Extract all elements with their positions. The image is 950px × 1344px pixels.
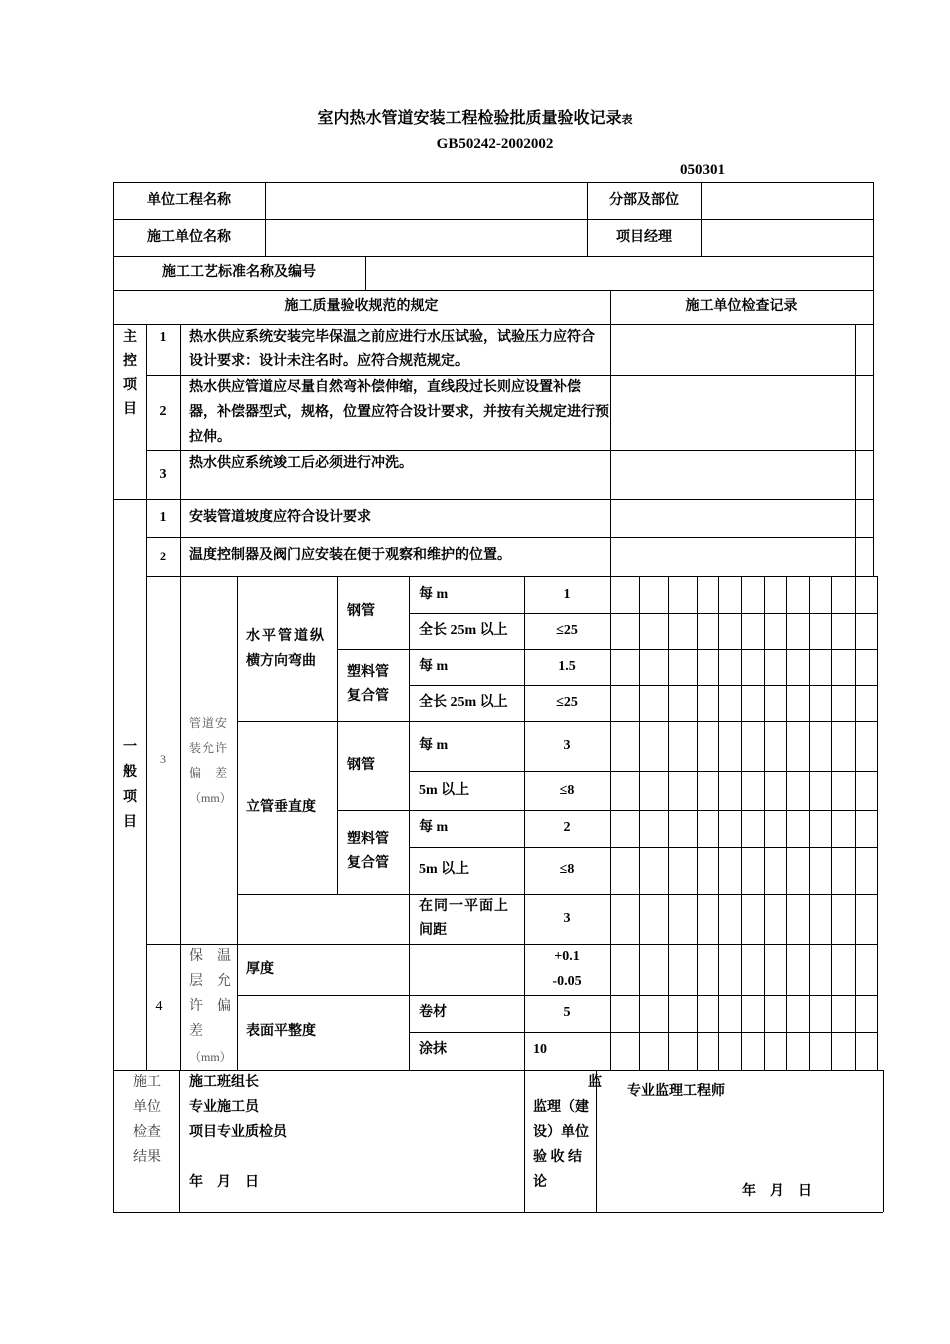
page-title bbox=[0, 107, 950, 132]
tolerance-value: ≤8 bbox=[559, 783, 575, 798]
tolerance-value: 2 bbox=[563, 820, 571, 835]
thickness-label: 厚度 bbox=[246, 962, 274, 977]
general-char: 目 bbox=[123, 815, 137, 830]
tolerance-value: 1.5 bbox=[558, 659, 576, 674]
condition-cell: 全长 25m 以上 bbox=[419, 695, 508, 710]
sub-division-field[interactable] bbox=[702, 183, 872, 218]
same-plane-cond: 在同一平面上 bbox=[419, 899, 509, 914]
unit-project-field[interactable] bbox=[266, 183, 586, 218]
general-item-no: 1 bbox=[159, 510, 167, 525]
tolerance-value: ≤25 bbox=[556, 695, 578, 710]
footer-left-line: 单位 bbox=[133, 1100, 161, 1115]
condition-cell: 5m 以上 bbox=[419, 783, 470, 798]
plastic-label: 复合管 bbox=[347, 689, 389, 704]
condition-cell: 每 m bbox=[419, 738, 449, 753]
project-manager-label: 项目经理 bbox=[616, 230, 672, 245]
general-item-no: 2 bbox=[160, 549, 166, 563]
condition-cell: 涂抹 bbox=[419, 1042, 447, 1057]
construction-unit-label: 施工单位名称 bbox=[147, 230, 231, 245]
unit-project-label: 单位工程名称 bbox=[147, 193, 231, 208]
supervising-engineer-label: 专业监理工程师 bbox=[627, 1084, 725, 1099]
tolerance-value: 10 bbox=[533, 1042, 547, 1057]
condition-cell: 卷材 bbox=[419, 1005, 447, 1020]
tolerance-value: 3 bbox=[563, 738, 571, 753]
general-char: 般 bbox=[123, 765, 137, 780]
general-item-record[interactable] bbox=[611, 538, 854, 575]
main-control-char: 主 bbox=[123, 330, 137, 345]
main-item-text: 热水供应系统竣工后必须进行冲洗。 bbox=[189, 456, 413, 471]
tolerance-value: ≤8 bbox=[559, 862, 575, 877]
main-item-text: 热水供应系统安装完毕保温之前应进行水压试验，试验压力应符合 bbox=[189, 330, 595, 345]
item4-group-line: 保 温 bbox=[189, 949, 231, 964]
spec-column-header: 施工质量验收规范的规定 bbox=[284, 299, 439, 314]
plastic-label: 塑料管 bbox=[347, 665, 389, 680]
general-item-text: 温度控制器及阀门应安装在便于观察和维护的位置。 bbox=[189, 548, 511, 563]
item3-group-line: 装允许 bbox=[189, 741, 229, 755]
tolerance-value: 3 bbox=[563, 911, 571, 926]
process-standard-label: 施工工艺标准名称及编号 bbox=[162, 265, 316, 280]
standard-code: GB50242-2002002 bbox=[436, 136, 554, 152]
main-item-no: 2 bbox=[159, 404, 167, 419]
condition-cell: 全长 25m 以上 bbox=[419, 623, 508, 638]
quality-inspector-label: 项目专业质检员 bbox=[189, 1125, 287, 1140]
main-item-text: 拉伸。 bbox=[189, 430, 231, 445]
record-column-header: 施工单位检查记录 bbox=[685, 299, 798, 314]
tolerance-value: 1 bbox=[563, 587, 571, 602]
team-leader-label: 施工班组长 bbox=[189, 1075, 259, 1090]
main-item-text: 器，补偿器型式，规格，位置应符合设计要求，并按有关规定进行预 bbox=[189, 405, 609, 420]
condition-cell: 每 m bbox=[419, 659, 449, 674]
plastic-label: 塑料管 bbox=[347, 832, 389, 847]
main-item-no: 3 bbox=[159, 467, 167, 482]
main-control-char: 目 bbox=[123, 402, 137, 417]
general-char: 一 bbox=[123, 740, 137, 755]
tolerance-value: ≤25 bbox=[556, 623, 578, 638]
left-date: 年 月 日 bbox=[189, 1175, 259, 1190]
condition-cell: 5m 以上 bbox=[419, 862, 470, 877]
process-standard-field[interactable] bbox=[366, 257, 872, 289]
horizontal-label: 水平管道纵 bbox=[246, 629, 326, 644]
same-plane-cond: 间距 bbox=[419, 923, 447, 938]
vertical-label: 立管垂直度 bbox=[246, 800, 316, 815]
main-item-record[interactable] bbox=[611, 451, 854, 498]
steel-label: 钢管 bbox=[347, 758, 375, 773]
supervision-label: 验 收 结 bbox=[533, 1150, 582, 1165]
general-char: 项 bbox=[123, 790, 137, 805]
sub-division-label: 分部及部位 bbox=[609, 193, 679, 208]
construction-staff-label: 专业施工员 bbox=[189, 1100, 259, 1115]
right-date: 年 月 日 bbox=[742, 1184, 812, 1199]
item4-no: 4 bbox=[155, 999, 163, 1014]
project-manager-field[interactable] bbox=[702, 220, 872, 255]
form-code: 050301 bbox=[680, 162, 725, 178]
item3-group-line: 偏 差 bbox=[189, 766, 229, 780]
supervision-mark: 监 bbox=[588, 1075, 602, 1090]
main-item-no: 1 bbox=[159, 330, 167, 345]
horizontal-label: 横方向弯曲 bbox=[246, 654, 316, 669]
item4-group-line: 差 bbox=[189, 1024, 203, 1039]
footer-left-line: 检查 bbox=[133, 1125, 161, 1140]
condition-cell: 每 m bbox=[419, 820, 449, 835]
item4-group-line: 许 偏 bbox=[189, 999, 231, 1014]
flatness-label: 表面平整度 bbox=[246, 1024, 316, 1039]
supervision-label: 监理（建 bbox=[533, 1100, 589, 1115]
title-suffix: 表 bbox=[621, 114, 633, 126]
item4-group-line: （mm） bbox=[189, 1050, 232, 1064]
supervision-label: 论 bbox=[533, 1175, 547, 1190]
construction-unit-field[interactable] bbox=[266, 220, 586, 255]
item3-group-line: （mm） bbox=[189, 791, 232, 805]
tolerance-value: +0.1 bbox=[554, 949, 580, 964]
footer-left-line: 施工 bbox=[133, 1075, 161, 1090]
steel-label: 钢管 bbox=[347, 604, 375, 619]
condition-cell: 每 m bbox=[419, 587, 449, 602]
main-item-text: 设计要求：设计未注名时。应符合规范规定。 bbox=[189, 354, 469, 369]
plastic-label: 复合管 bbox=[347, 856, 389, 871]
main-control-char: 项 bbox=[123, 378, 137, 393]
supervision-label: 设）单位 bbox=[533, 1125, 589, 1140]
tolerance-value: 5 bbox=[563, 1005, 571, 1020]
main-item-record[interactable] bbox=[611, 325, 854, 374]
general-item-text: 安装管道坡度应符合设计要求 bbox=[189, 510, 371, 525]
main-control-char: 控 bbox=[123, 354, 137, 369]
general-item-record[interactable] bbox=[611, 500, 854, 536]
title-text: 室内热水管道安装工程检验批质量验收记录 bbox=[317, 110, 622, 127]
item4-group-line: 层 允 bbox=[189, 974, 231, 989]
tolerance-value: -0.05 bbox=[552, 974, 582, 989]
main-item-record[interactable] bbox=[611, 376, 854, 449]
item3-no: 3 bbox=[160, 752, 166, 766]
item3-group-line: 管道安 bbox=[189, 716, 229, 730]
footer-left-line: 结果 bbox=[133, 1150, 161, 1165]
main-item-text: 热水供应管道应尽量自然弯补偿伸缩，直线段过长则应设置补偿 bbox=[189, 380, 581, 395]
